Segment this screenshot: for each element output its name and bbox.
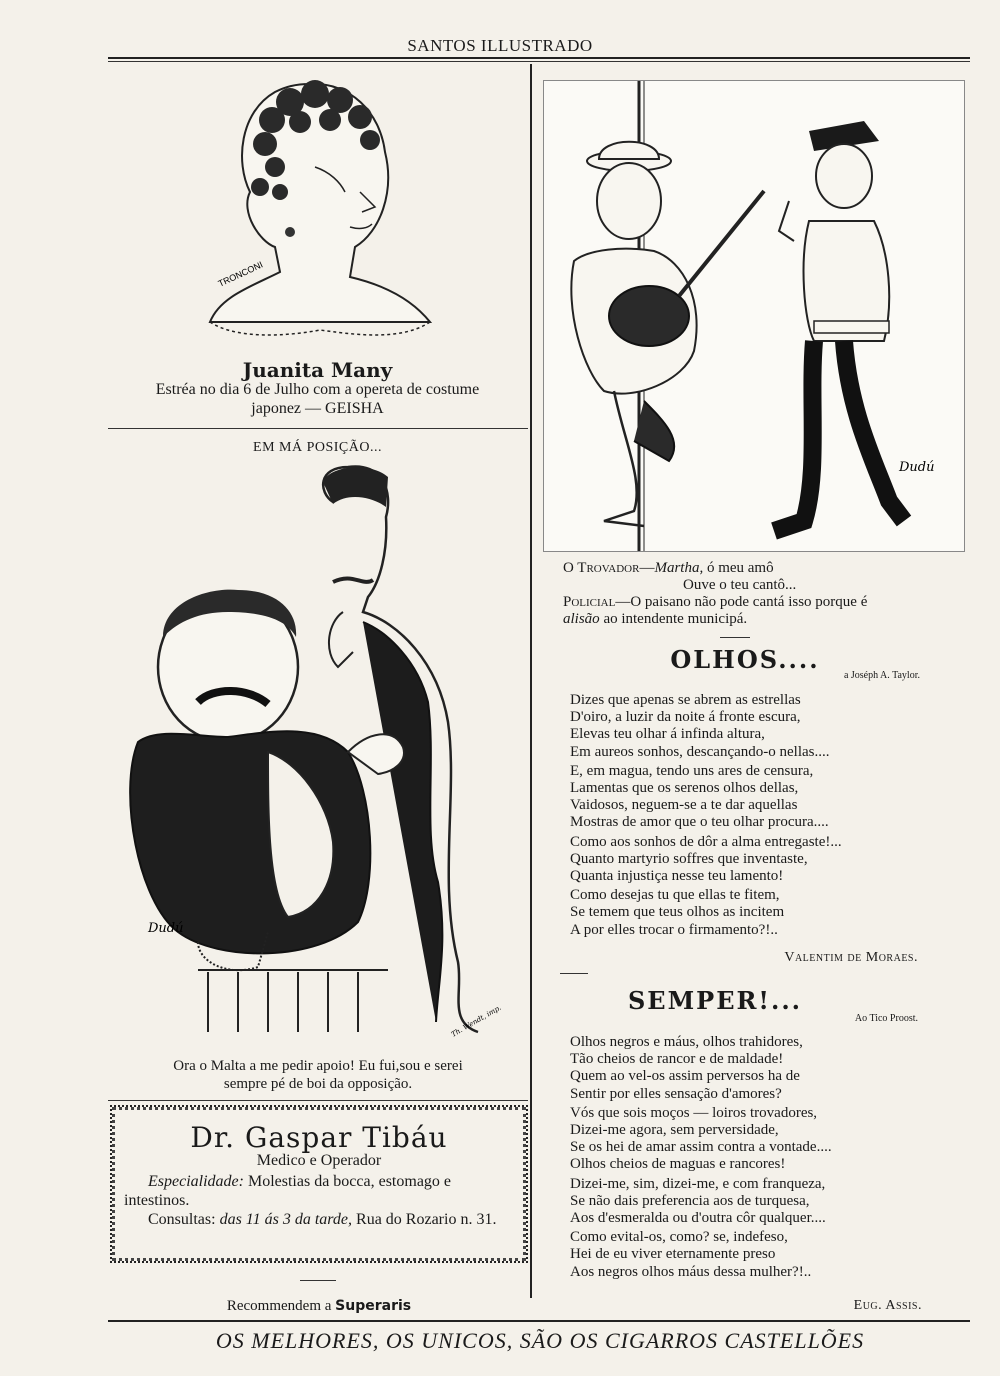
- poem1-author: Valentim de Moraes.: [784, 950, 918, 965]
- footer-slogan: OS MELHORES, OS UNICOS, SÃO OS CIGARROS CASTELLÕES: [215, 1328, 865, 1353]
- recommend-line: [110, 1298, 528, 1315]
- dialogue-ornament-rule: [720, 637, 750, 638]
- cartoon2-printer: Th. Wendt, imp.: [450, 1003, 503, 1039]
- cartoon1-dialogue: [563, 560, 963, 628]
- cartoon2-caption: [118, 1057, 518, 1093]
- ad-doctor-name: Dr. Gaspar Tibáu: [190, 1121, 448, 1154]
- cartoon-drawing-troubadour-policeman: [544, 81, 964, 551]
- ad-consultas-address: Rua do Rozario n. 31.: [352, 1211, 497, 1228]
- poem1-title: OLHOS....: [670, 645, 820, 674]
- cartoon2-signature: Dudú: [148, 921, 184, 936]
- dialogue-line3-text: —O paisano não pode cantá isso porque é: [615, 594, 868, 610]
- dialogue-speaker-trovador: O Trovador: [563, 560, 640, 576]
- poem-separator: [560, 973, 588, 974]
- cartoon-illustration-em-ma-posicao: [118, 462, 518, 1047]
- poem-line: Vaidosos, neguem-se a te dar aquellas: [570, 797, 798, 814]
- portrait-caption-line2: japonez — GEISHA: [251, 400, 384, 417]
- poem-line: Lamentas que os serenos olhos dellas,: [570, 780, 799, 797]
- portrait-illustration: [180, 72, 450, 357]
- portrait-name: Juanita Many: [242, 358, 393, 382]
- poem-line: Se os hei de amar assim contra a vontade....: [570, 1139, 832, 1156]
- cartoon2-caption-line2: sempre pé de boi da opposição.: [223, 1076, 413, 1092]
- poem-line: Tão cheios de rancor e de maldade!: [570, 1051, 784, 1068]
- dialogue-line-4: [563, 611, 963, 628]
- poem1-body: [570, 692, 940, 939]
- poem-line: A por elles trocar o firmamento?!..: [570, 921, 778, 938]
- dialogue-line1-rest: ó meu amô: [703, 560, 774, 576]
- portrait-drawing: [180, 72, 450, 357]
- poem-line: Aos d'esmeralda ou d'outra côr qualquer....: [570, 1210, 826, 1227]
- poem-line: Em aureos sonhos, descançando-o nellas....: [570, 743, 830, 760]
- dialogue-line-2: Ouve o teu cantô...: [683, 577, 797, 593]
- poem-line: Como aos sonhos de dôr a alma entregaste!...: [570, 833, 842, 850]
- ad-specialty-text: Molestias da bocca, estomago e intestinos.: [124, 1173, 452, 1209]
- poem-line: Se temem que teus olhos as incitem: [570, 904, 785, 921]
- dialogue-line4-italic: alisão: [563, 611, 600, 627]
- ad-consultas-label: Consultas:: [148, 1211, 220, 1228]
- poem-line: Dizei-me, sim, dizei-me, e com franqueza,: [570, 1175, 826, 1192]
- header-rule-thin: [108, 61, 970, 62]
- dialogue-line-1: O Trovador—Martha, ó meu amô: [563, 560, 774, 576]
- poem-line: Sentir por elles sensação d'amores?: [570, 1085, 782, 1102]
- poem2-author: Eug. Assis.: [853, 1298, 922, 1313]
- poem2-body: [570, 1034, 940, 1281]
- recommend-brand: Superaris: [335, 1298, 412, 1314]
- poem1-dedication: a Joséph A. Taylor.: [843, 670, 920, 681]
- poem-line: Elevas teu olhar á infinda altura,: [570, 726, 765, 743]
- poem-line: Vós que sois moços — loiros trovadores,: [570, 1104, 818, 1121]
- header-rule: [108, 57, 970, 59]
- poem-line: Olhos cheios de maguas e rancores!: [570, 1156, 786, 1173]
- recommend-prefix: Recommendem a: [226, 1298, 336, 1314]
- portrait-caption: [110, 380, 525, 418]
- poem-line: Quem ao vel-os assim perversos ha de: [570, 1068, 800, 1085]
- ad-dash: [300, 1280, 336, 1281]
- column-divider: [530, 64, 532, 1298]
- ad-specialty: [124, 1172, 516, 1210]
- poem-line: Como desejas tu que ellas te fitem,: [570, 887, 780, 904]
- poem-line: D'oiro, a luzir da noite á fronte escura,: [570, 709, 801, 726]
- poem-line: Hei de eu viver eternamente preso: [570, 1246, 776, 1263]
- ad-specialty-label: Especialidade:: [148, 1173, 244, 1190]
- poem2-title: SEMPER!...: [627, 986, 803, 1015]
- poem-line: Mostras de amor que o teu olhar procura....: [570, 814, 829, 831]
- cartoon-title: EM MÁ POSIÇÃO...: [253, 440, 382, 455]
- dialogue-line4-rest: ao intendente municipá.: [599, 611, 748, 627]
- portrait-artist-signature: TRONCONI: [216, 259, 265, 289]
- dialogue-speaker-policial: Policial: [563, 594, 616, 610]
- cartoon-drawing-two-men: [118, 462, 518, 1047]
- page-header-title: SANTOS ILLUSTRADO: [407, 36, 593, 55]
- poem-line: Quanta injustiça nesse teu lamento!: [570, 868, 784, 885]
- poem-line: Olhos negros e máus, olhos trahidores,: [570, 1034, 803, 1050]
- left-separator-2: [108, 1100, 528, 1101]
- poem-line: Se não dais preferencia aos de turquesa,: [570, 1192, 810, 1209]
- poem2-dedication: Ao Tico Proost.: [854, 1013, 918, 1024]
- poem-line: E, em magua, tendo uns ares de censura,: [570, 762, 814, 779]
- ad-doctor-role: Medico e Operador: [256, 1152, 382, 1169]
- cartoon2-caption-line1: Ora o Malta a me pedir apoio! Eu fui,sou e serei: [173, 1058, 463, 1074]
- poem-line: Dizes que apenas se abrem as estrellas: [570, 692, 801, 708]
- poem-line: Quanto martyrio soffres que inventaste,: [570, 850, 808, 867]
- poem-line: Como evital-os, como? se, indefeso,: [570, 1229, 788, 1246]
- left-separator: [108, 428, 528, 429]
- dialogue-line1-italic: Martha,: [654, 560, 704, 576]
- poem-line: Aos negros olhos máus dessa mulher?!..: [570, 1263, 812, 1280]
- ad-consultas: [124, 1210, 516, 1229]
- portrait-caption-line1: Estréa no dia 6 de Julho com a opereta de costume: [155, 381, 480, 398]
- poem-line: Dizei-me agora, sem perversidade,: [570, 1122, 779, 1139]
- footer-rule: [108, 1320, 970, 1322]
- dialogue-line-3: [563, 594, 963, 611]
- cartoon1-signature: Dudú: [899, 460, 935, 475]
- ad-consultas-hours: das 11 ás 3 da tarde,: [219, 1211, 353, 1228]
- cartoon-illustration-trovador: [543, 80, 965, 552]
